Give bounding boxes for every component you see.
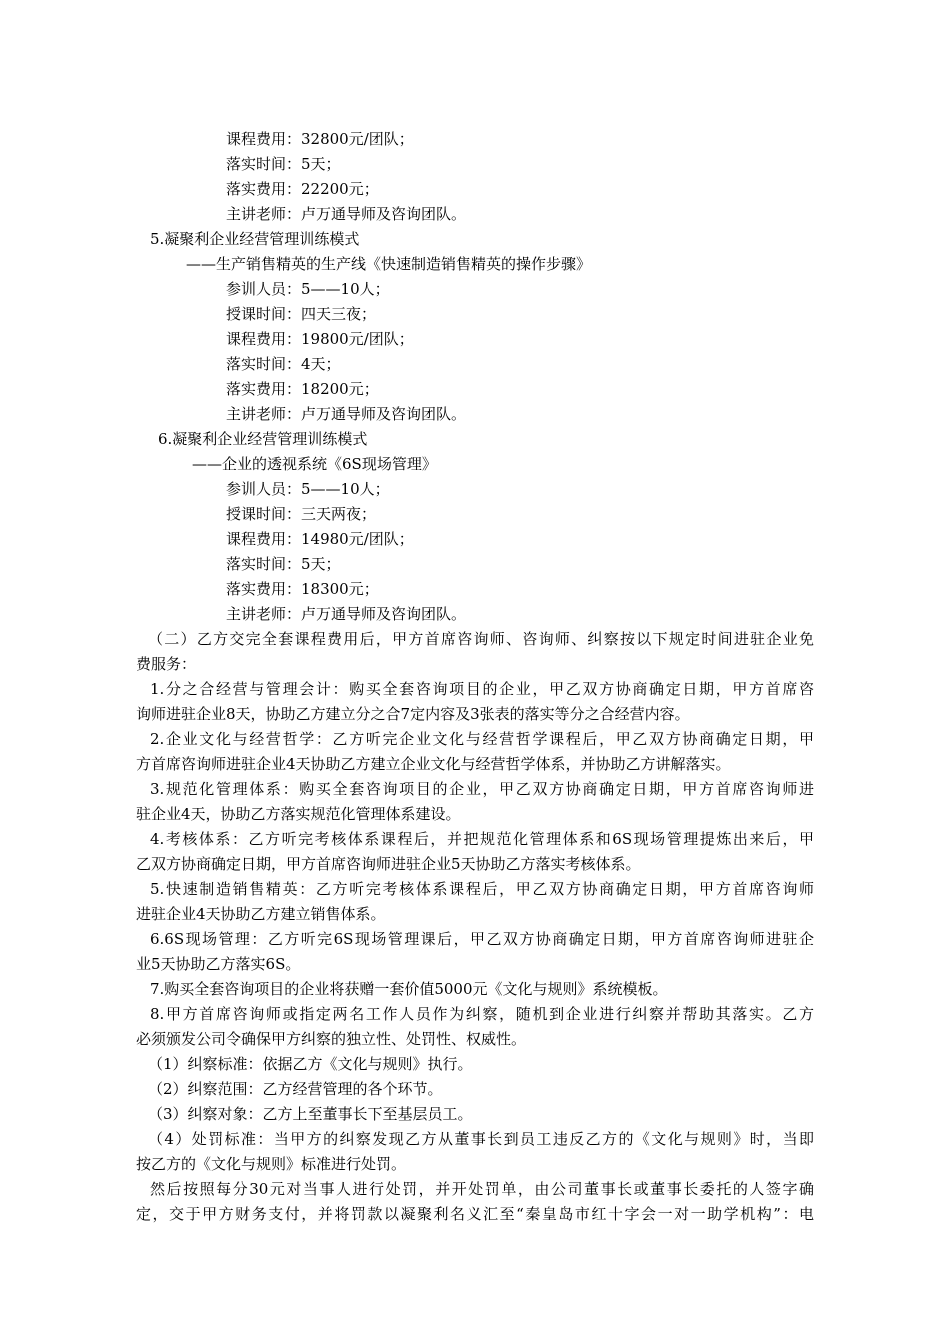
paragraph-line: 费服务： — [136, 655, 197, 673]
text-line: 课程费用：32800元/团队； — [226, 130, 414, 148]
list-item: （1）纠察标准：依据乙方《文化与规则》执行。 — [148, 1055, 473, 1073]
paragraph-line: 询师进驻企业8天，协助乙方建立分之合7定内容及3张表的落实等分之合经营内容。 — [136, 705, 690, 723]
text-line: 主讲老师：卢万通导师及咨询团队。 — [226, 605, 467, 623]
paragraph-line: 4.考核体系：乙方听完考核体系课程后，并把规范化管理体系和6S现场管理提炼出来后，甲 — [150, 830, 814, 848]
paragraph-line: （二）乙方交完全套课程费用后，甲方首席咨询师、咨询师、纠察按以下规定时间进驻企业免 — [148, 630, 814, 648]
section-subtitle: ——生产销售精英的生产线《快速制造销售精英的操作步骤》 — [186, 255, 592, 273]
section-heading: 6.凝聚利企业经营管理训练模式 — [158, 430, 368, 448]
text-line: 参训人员：5——10人； — [226, 480, 390, 498]
text-line: 落实费用：22200元； — [226, 180, 379, 198]
paragraph-line: 乙双方协商确定日期，甲方首席咨询师进驻企业5天协助乙方落实考核体系。 — [136, 855, 641, 873]
text-line: 主讲老师：卢万通导师及咨询团队。 — [226, 405, 467, 423]
paragraph-line: 进驻企业4天协助乙方建立销售体系。 — [136, 905, 386, 923]
section-subtitle: ——企业的透视系统《6S现场管理》 — [192, 455, 437, 473]
text-line: 主讲老师：卢万通导师及咨询团队。 — [226, 205, 467, 223]
text-line: 课程费用：19800元/团队； — [226, 330, 414, 348]
paragraph-line: 业5天协助乙方落实6S。 — [136, 955, 301, 973]
paragraph-line: 必须颁发公司令确保甲方纠察的独立性、处罚性、权威性。 — [136, 1030, 527, 1048]
paragraph-line: 8.甲方首席咨询师或指定两名工作人员作为纠察，随机到企业进行纠察并帮助其落实。乙方 — [150, 1005, 814, 1023]
list-item: （2）纠察范围：乙方经营管理的各个环节。 — [148, 1080, 443, 1098]
text-line: 授课时间：四天三夜； — [226, 305, 377, 323]
list-item: （4）处罚标准：当甲方的纠察发现乙方从董事长到员工违反乙方的《文化与规则》时，当即 — [148, 1130, 814, 1148]
text-line: 授课时间：三天两夜； — [226, 505, 377, 523]
paragraph-line: 驻企业4天，协助乙方落实规范化管理体系建设。 — [136, 805, 461, 823]
paragraph-line: 2.企业文化与经营哲学：乙方听完企业文化与经营哲学课程后，甲乙双方协商确定日期，甲 — [150, 730, 814, 748]
text-line: 落实费用：18200元； — [226, 380, 379, 398]
paragraph-line: 方首席咨询师进驻企业4天协助乙方建立企业文化与经营哲学体系，并协助乙方讲解落实。 — [136, 755, 731, 773]
text-line: 课程费用：14980元/团队； — [226, 530, 414, 548]
text-line: 落实时间：4天； — [226, 355, 341, 373]
text-line: 落实时间：5天； — [226, 155, 341, 173]
paragraph-line: 5.快速制造销售精英：乙方听完考核体系课程后，甲乙双方协商确定日期，甲方首席咨询师 — [150, 880, 814, 898]
paragraph-line: 然后按照每分30元对当事人进行处罚，并开处罚单，由公司董事长或董事长委托的人签字确 — [150, 1180, 814, 1198]
text-line: 落实时间：5天； — [226, 555, 341, 573]
paragraph-line: 6.6S现场管理：乙方听完6S现场管理课后，甲乙双方协商确定日期，甲方首席咨询师进驻企 — [150, 930, 814, 948]
paragraph-line: 3.规范化管理体系：购买全套咨询项目的企业，甲乙双方协商确定日期，甲方首席咨询师进 — [150, 780, 814, 798]
text-line: 落实费用：18300元； — [226, 580, 379, 598]
section-heading: 5.凝聚利企业经营管理训练模式 — [150, 230, 360, 248]
paragraph-line: 按乙方的《文化与规则》标准进行处罚。 — [136, 1155, 407, 1173]
text-line: 参训人员：5——10人； — [226, 280, 390, 298]
paragraph-line: 定，交于甲方财务支付，并将罚款以凝聚利名义汇至“秦皇岛市红十字会一对一助学机构”：电 — [136, 1205, 814, 1223]
paragraph-line: 1.分之合经营与管理会计：购买全套咨询项目的企业，甲乙双方协商确定日期，甲方首席咨 — [150, 680, 814, 698]
list-item: （3）纠察对象：乙方上至董事长下至基层员工。 — [148, 1105, 473, 1123]
paragraph-line: 7.购买全套咨询项目的企业将获赠一套价值5000元《文化与规则》系统模板。 — [150, 980, 668, 998]
